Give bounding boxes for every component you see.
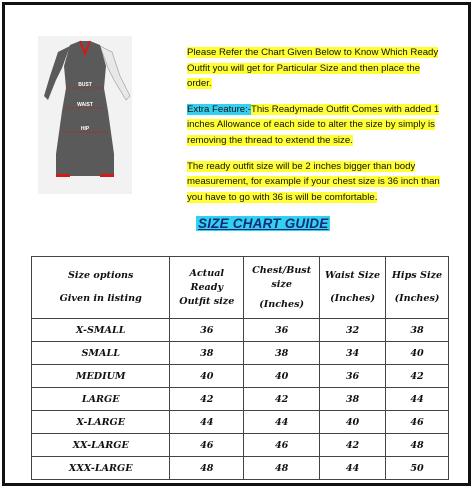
cell-chest: 46 [244,434,320,457]
table-row [32,457,449,480]
header-ready-outfit-size: Actual Ready Outfit size [170,257,244,319]
table-row [32,319,449,342]
kurta-size-diagram [38,36,132,194]
cell-waist: 36 [320,365,386,388]
cell-hips: 46 [386,411,449,434]
cell-size-option: XXX-LARGE [32,457,170,480]
table-row [32,388,449,411]
cell-hips: 42 [386,365,449,388]
cell-outfit-size: 40 [170,365,244,388]
cell-chest: 44 [244,411,320,434]
cell-outfit-size: 38 [170,342,244,365]
cell-outfit-size: 42 [170,388,244,411]
cell-size-option: SMALL [32,342,170,365]
note-extra-feature [187,102,447,149]
extra-feature-text: This Readymade Outfit Comes with added 1 inches Allowance of each side to alter the size by simply is removing the thread to extend the size. [187,103,440,146]
size-chart-title: SIZE CHART GUIDE [198,216,329,231]
cell-outfit-size: 46 [170,434,244,457]
extra-feature-label: Extra Feature:- [187,103,251,115]
cell-hips: 40 [386,342,449,365]
cell-chest: 40 [244,365,320,388]
table-row [32,411,449,434]
cell-hips: 44 [386,388,449,411]
cell-chest: 48 [244,457,320,480]
cell-size-option: X-SMALL [32,319,170,342]
waist-label: WAIST [77,102,93,108]
cell-waist: 34 [320,342,386,365]
header-hips-size: Hips Size (Inches) [386,257,449,319]
header-chest-bust-size: Chest/Bust size (Inches) [244,257,320,319]
cell-hips: 48 [386,434,449,457]
cell-waist: 38 [320,388,386,411]
header-size-options: Size options Given in listing [32,257,170,319]
hip-label: HIP [80,126,90,132]
cell-waist: 44 [320,457,386,480]
cell-chest: 36 [244,319,320,342]
size-chart-table [31,256,449,480]
header-waist-size: Waist Size (Inches) [320,257,386,319]
cell-outfit-size: 36 [170,319,244,342]
table-row [32,365,449,388]
cell-outfit-size: 44 [170,411,244,434]
cell-hips: 50 [386,457,449,480]
bust-label: BUST [78,82,92,88]
cell-size-option: X-LARGE [32,411,170,434]
cell-waist: 32 [320,319,386,342]
table-row [32,342,449,365]
cell-waist: 40 [320,411,386,434]
table-row [32,434,449,457]
cell-hips: 38 [386,319,449,342]
cell-size-option: XX-LARGE [32,434,170,457]
table-header-row [32,257,449,319]
cell-size-option: MEDIUM [32,365,170,388]
note-refer-chart: Please Refer the Chart Given Below to Know Which Ready Outfit you will get for Particular Size and then place the order. [187,47,439,90]
cell-outfit-size: 48 [170,457,244,480]
note-ready-outfit: The ready outfit size will be 2 inches bigger than body measurement, for example if your chest size is 36 inch than you have to go with 36 is will be comfortable. [187,160,440,203]
cell-chest: 38 [244,342,320,365]
size-notes [187,45,447,215]
cell-size-option: LARGE [32,388,170,411]
cell-waist: 42 [320,434,386,457]
cell-chest: 42 [244,388,320,411]
